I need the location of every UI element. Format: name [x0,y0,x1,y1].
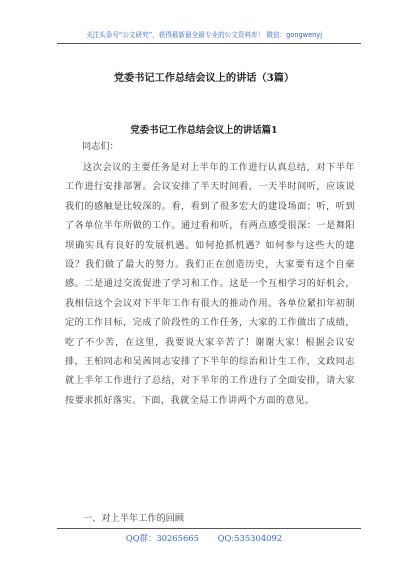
body-text: 这次会议的主要任务是对上半年的工作进行认真总结，对下半年工作进行安排部署。会议安排了半天时间看，一天半时间听，应该说我们的感触是比较深的。看，看到了很多宏大的建设场面；听，听到了各单位半年所做的工作。通过看和听，有两点感受很深：一是舞阳坝确实具有良好的发展机遇。如何抢抓机遇？如何参与这些大的建设？我们做了最大的努力。我们正在创造历史，大家要有这个自豪感。二是通过交流促进了学习和工作。这是一个互相学习的好机会，我相信这个会议对下半年工作有很大的推动作用。各单位紧扣年初制定的工作目标，完成了阶段性的工作任务，大家的工作做出了成绩，吃了不少苦，在这里，我要说大家辛苦了！谢谢大家！根据会议安排，王柏同志和吴茜同志安排了下半年的综治和计生工作，文政同志就上半年工作进行了总结，对下半年的工作进行了全面安排，请大家按要求抓好落实。下面，我就全局工作讲两个方面的意见。 [65,162,355,406]
footer-qq-number: QQ:535304092 [217,533,283,543]
section-title: 党委书记工作总结会议上的讲话篇1 [130,125,278,136]
header-banner: 关注头条号“公文研究”，获得最新最全最专业的公文资料库！ 微信：gongwenyj [85,31,323,39]
section-subheading: 一、对上半年工作的回顾 [83,513,185,524]
document-title: 党委书记工作总结会议上的讲话（3篇） [113,72,295,84]
footer-contacts [0,532,408,544]
salutation: 同志们： [82,141,119,152]
footer-divider [57,528,361,529]
footer-qq-group: QQ群：30265665 [125,533,199,543]
body-paragraph [65,158,355,410]
header-divider [57,43,361,44]
